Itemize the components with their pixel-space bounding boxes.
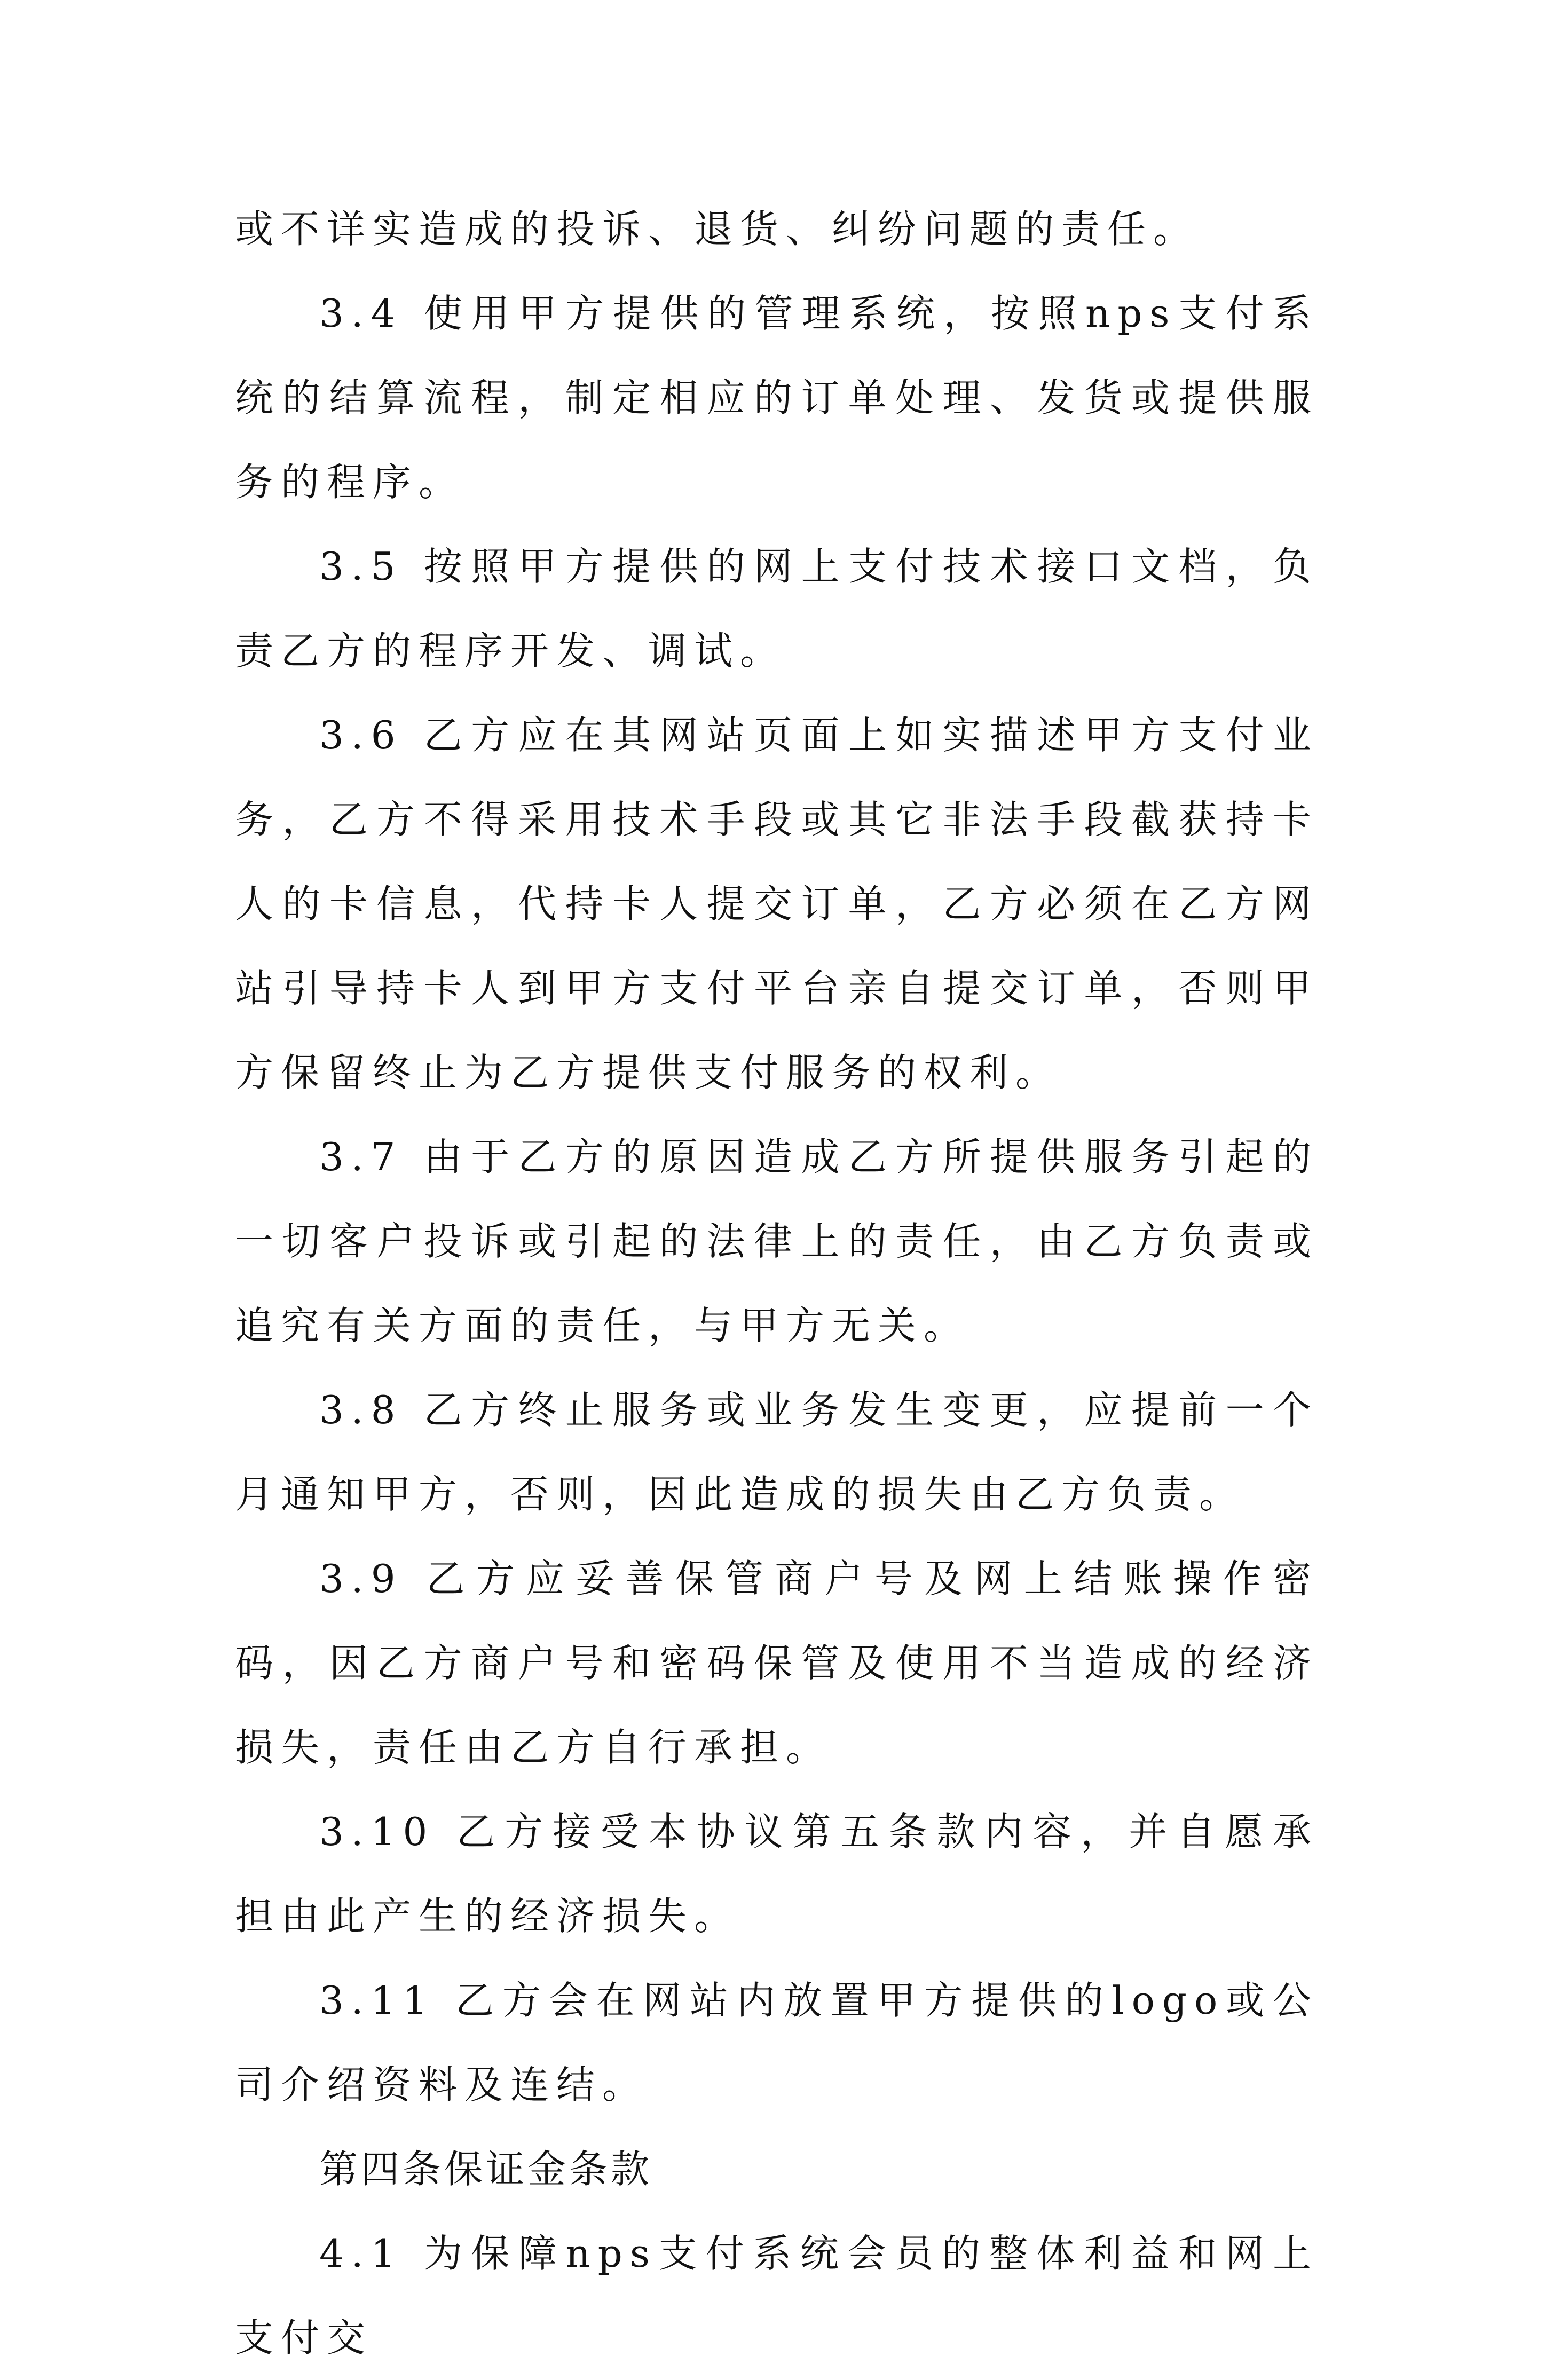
document-body	[235, 187, 1319, 2380]
paragraph-clause-3-6: 3.6 乙方应在其网站页面上如实描述甲方支付业务，乙方不得采用技术手段或其它非法手段截获持卡人的卡信息，代持卡人提交订单，乙方必须在乙方网站引导持卡人到甲方支付平台亲自提交订单，否则甲方保留终止为乙方提供支付服务的权利。	[235, 713, 1319, 1095]
paragraph-clause-3-5: 3.5 按照甲方提供的网上支付技术接口文档，负责乙方的程序开发、调试。	[235, 544, 1319, 673]
paragraph-clause-3-7: 3.7 由于乙方的原因造成乙方所提供服务引起的一切客户投诉或引起的法律上的责任，由乙方负责或追究有关方面的责任，与甲方无关。	[235, 1134, 1319, 1348]
paragraph-continuation: 或不详实造成的投诉、退货、纠纷问题的责任。	[235, 207, 1200, 251]
paragraph-clause-3-10: 3.10 乙方接受本协议第五条款内容，并自愿承担由此产生的经济损失。	[235, 1809, 1319, 1938]
paragraph-clause-3-11: 3.11 乙方会在网站内放置甲方提供的logo或公司介绍资料及连结。	[235, 1978, 1319, 2107]
paragraph-clause-3-9: 3.9 乙方应妥善保管商户号及网上结账操作密码，因乙方商户号和密码保管及使用不当造成的经济损失，责任由乙方自行承担。	[235, 1556, 1319, 1770]
paragraph-clause-3-8: 3.8 乙方终止服务或业务发生变更，应提前一个月通知甲方，否则，因此造成的损失由乙方负责。	[235, 1388, 1319, 1517]
section-heading-article-4: 第四条保证金条款	[319, 2147, 653, 2192]
paragraph-clause-3-4: 3.4 使用甲方提供的管理系统，按照nps支付系统的结算流程，制定相应的订单处理、发货或提供服务的程序。	[235, 291, 1319, 505]
paragraph-clause-4-1: 4.1 为保障nps支付系统会员的整体利益和网上支付交	[235, 2231, 1319, 2360]
